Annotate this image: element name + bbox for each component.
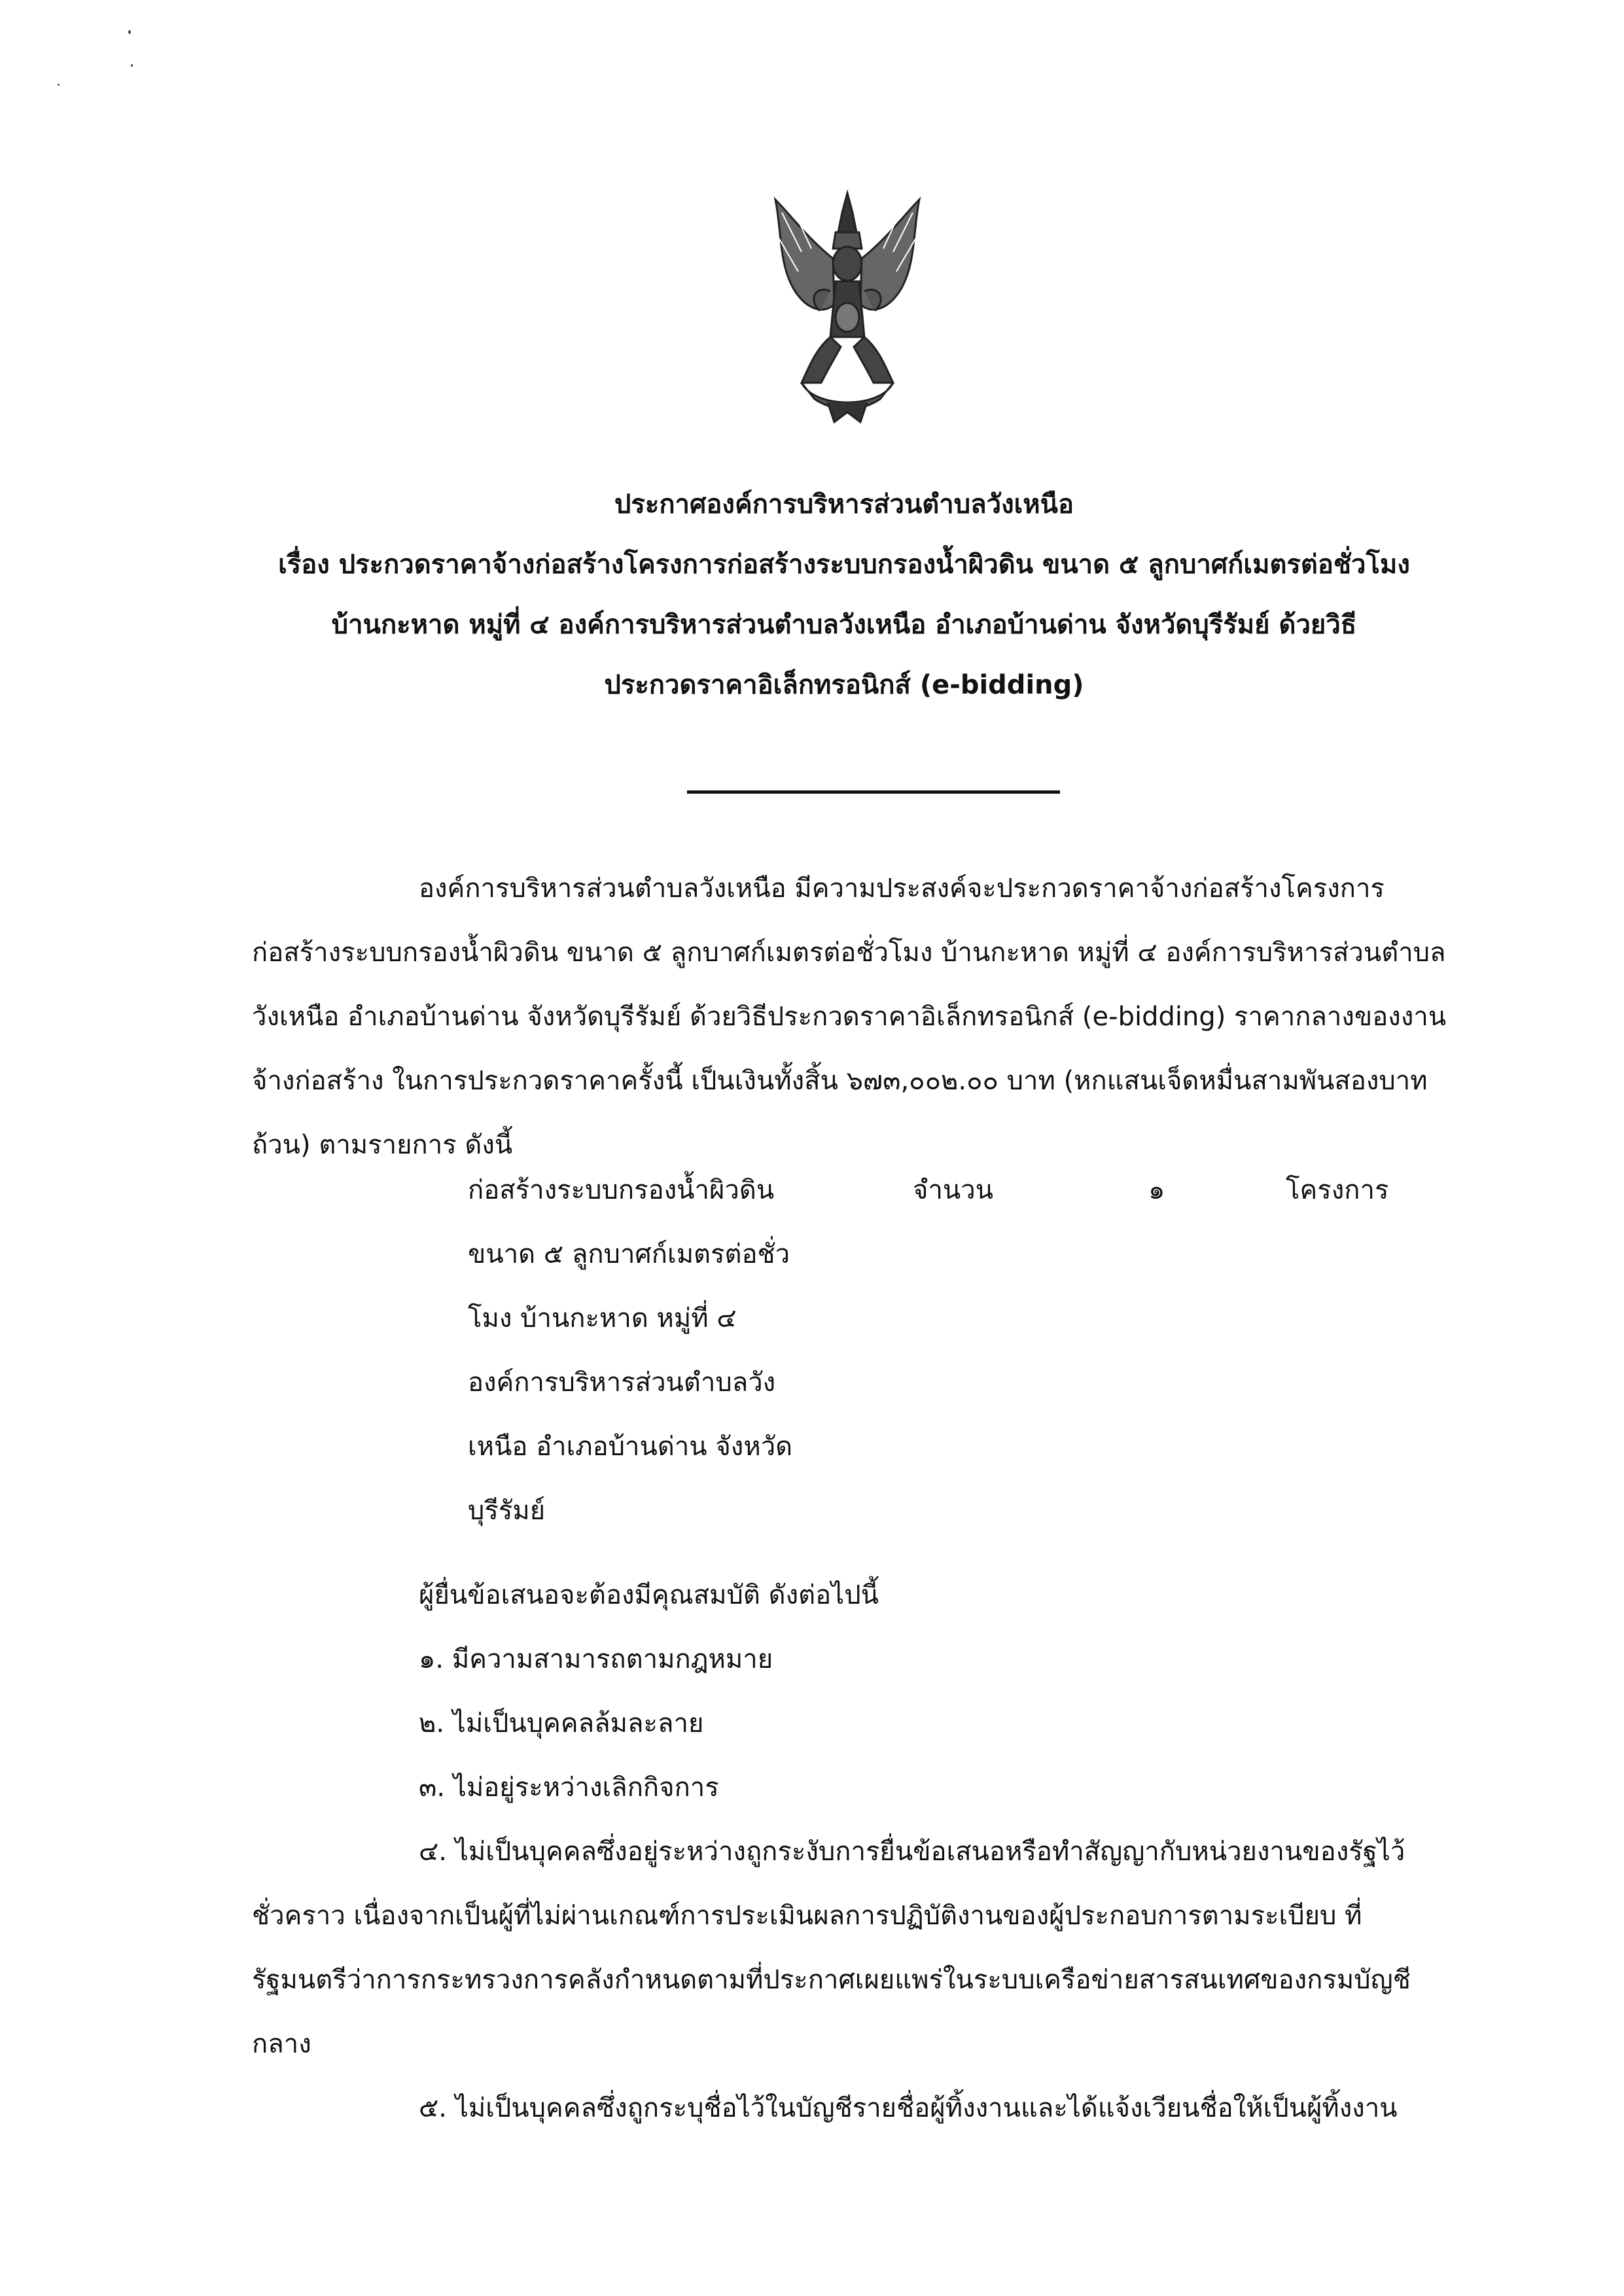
garuda-emblem-icon bbox=[762, 186, 932, 429]
announcement-title bbox=[164, 474, 1525, 715]
item-description-line: โมง บ้านกะหาด หมู่ที่ ๔ bbox=[468, 1303, 737, 1333]
title-line-3: บ้านกะหาด หมู่ที่ ๔ องค์การบริหารส่วนตำบลวังเหนือ อำเภอบ้านด่าน จังหวัดบุรีรัมย์ ด้วยวิธี bbox=[331, 610, 1357, 640]
qualification-item-2: ๒. ไม่เป็นบุคคลล้มละลาย bbox=[419, 1708, 704, 1739]
intro-line-2: ก่อสร้างระบบกรองน้ำผิวดิน ขนาด ๕ ลูกบาศก์เมตรต่อชั่วโมง บ้านกะหาด หมู่ที่ ๔ องค์การบริหารส่วนตำบล bbox=[252, 938, 1446, 968]
item-description-line: เหนือ อำเภอบ้านด่าน จังหวัด bbox=[468, 1432, 793, 1462]
quantity-value: ๑ bbox=[1148, 1175, 1165, 1205]
qualification-item-4-line-1: ๔. ไม่เป็นบุคคลซึ่งอยู่ระหว่างถูกระงับการยื่นข้อเสนอหรือทำสัญญากับหน่วยงานของรัฐไว้ bbox=[419, 1837, 1405, 1867]
qualification-item-4-line-2: ชั่วคราว เนื่องจากเป็นผู้ที่ไม่ผ่านเกณฑ์การประเมินผลการปฏิบัติงานของผู้ประกอบการตามระเบียบ ที่ bbox=[252, 1901, 1362, 1931]
qualification-item-4-line-4: กลาง bbox=[252, 2029, 311, 2059]
item-description-line: บุรีรัมย์ bbox=[468, 1496, 546, 1526]
item-description bbox=[468, 1158, 887, 1543]
quantity-label: จำนวน bbox=[913, 1175, 994, 1205]
item-description-line: ก่อสร้างระบบกรองน้ำผิวดิน bbox=[468, 1175, 775, 1205]
title-line-4: ประกวดราคาอิเล็กทรอนิกส์ (e-bidding) bbox=[604, 670, 1084, 700]
intro-line-4: จ้างก่อสร้าง ในการประกวดราคาครั้งนี้ เป็นเงินทั้งสิ้น ๖๗๓,๐๐๒.๐๐ บาท (หกแสนเจ็ดหมื่นสามพันสองบาท bbox=[252, 1066, 1428, 1096]
intro-line-5: ถ้วน) ตามรายการ ดังนี้ bbox=[252, 1130, 513, 1160]
title-divider bbox=[687, 790, 1060, 794]
title-line-1: ประกาศองค์การบริหารส่วนตำบลวังเหนือ bbox=[614, 489, 1074, 520]
intro-line-1: องค์การบริหารส่วนตำบลวังเหนือ มีความประสงค์จะประกวดราคาจ้างก่อสร้างโครงการ bbox=[419, 874, 1385, 904]
item-description-line: องค์การบริหารส่วนตำบลวัง bbox=[468, 1368, 776, 1398]
item-description-line: ขนาด ๕ ลูกบาศก์เมตรต่อชั่ว bbox=[468, 1239, 790, 1269]
quantity-unit: โครงการ bbox=[1286, 1175, 1389, 1205]
scan-speck bbox=[58, 84, 60, 86]
qualifications-heading: ผู้ยื่นข้อเสนอจะต้องมีคุณสมบัติ ดังต่อไปนี้ bbox=[419, 1580, 879, 1610]
intro-line-3: วังเหนือ อำเภอบ้านด่าน จังหวัดบุรีรัมย์ ด้วยวิธีประกวดราคาอิเล็กทรอนิกส์ (e-bidding) ราคากลางของงาน bbox=[252, 1002, 1447, 1032]
qualification-item-3: ๓. ไม่อยู่ระหว่างเลิกกิจการ bbox=[419, 1773, 719, 1803]
scan-speck bbox=[128, 30, 131, 34]
qualification-item-4-line-3: รัฐมนตรีว่าการกระทรวงการคลังกำหนดตามที่ประกาศเผยแพร่ในระบบเครือข่ายสารสนเทศของกรมบัญชี bbox=[252, 1965, 1411, 1995]
title-line-2: เรื่อง ประกวดราคาจ้างก่อสร้างโครงการก่อสร้างระบบกรองน้ำผิวดิน ขนาด ๕ ลูกบาศก์เมตรต่อชั่วโมง bbox=[278, 550, 1410, 580]
scan-speck bbox=[131, 64, 133, 67]
qualification-item-1: ๑. มีความสามารถตามกฎหมาย bbox=[419, 1644, 773, 1674]
qualification-item-5: ๕. ไม่เป็นบุคคลซึ่งถูกระบุชื่อไว้ในบัญชีรายชื่อผู้ทิ้งงานและได้แจ้งเวียนชื่อให้เป็นผู้ทิ้งงาน bbox=[419, 2093, 1398, 2123]
